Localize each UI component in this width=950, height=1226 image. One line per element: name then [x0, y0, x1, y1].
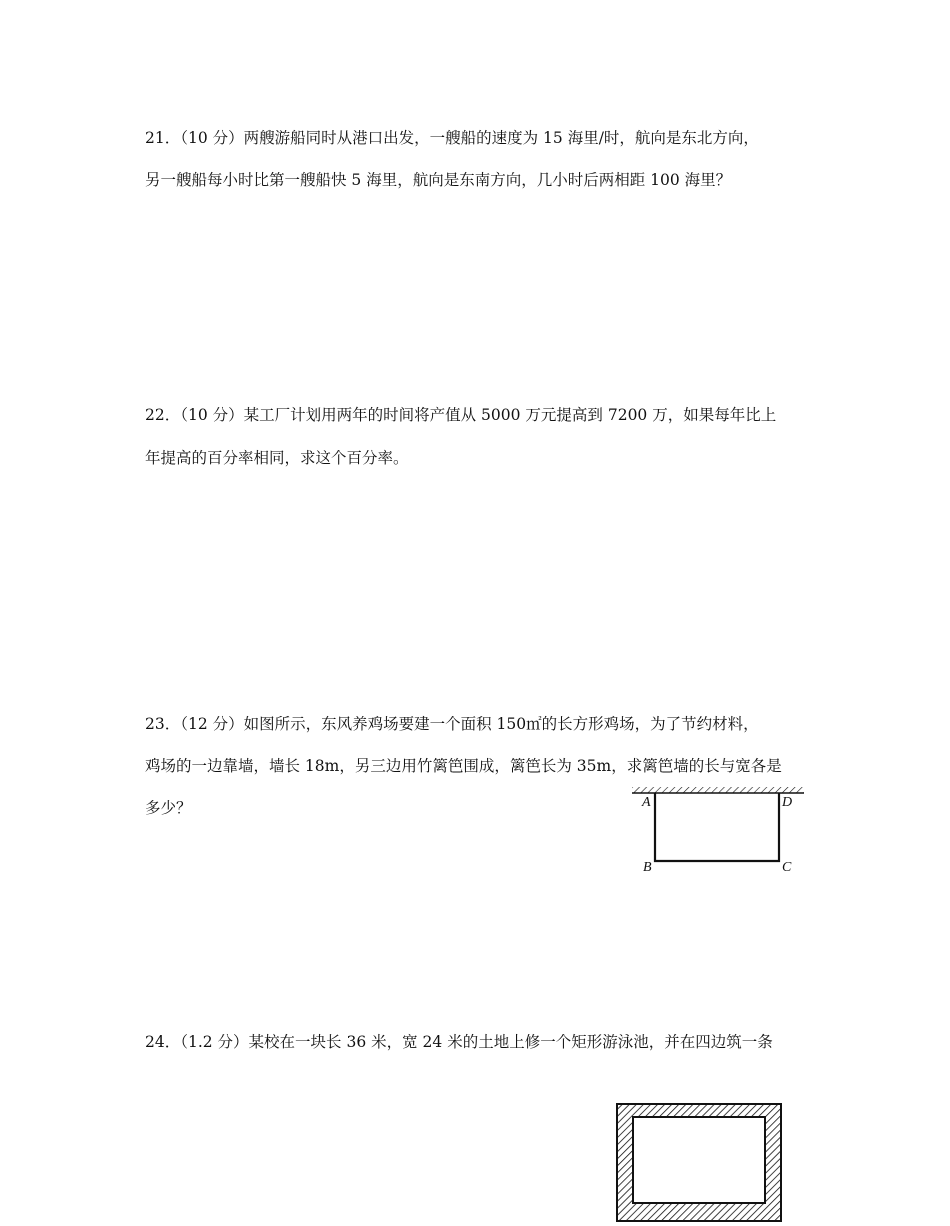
label-b: B: [643, 860, 652, 875]
problem-21-line-2: 另一艘船每小时比第一艘船快 5 海里，航向是东南方向，几小时后两相距 100 海里？: [145, 171, 732, 189]
label-c: C: [782, 860, 792, 875]
chicken-farm-figure: [628, 784, 808, 883]
pool-figure: [616, 1103, 784, 1226]
problem-23-line-2: 鸡场的一边靠墙，墙长 18m，另三边用竹篱笆围成，篱笆长为 35m，求篱笆墙的长与宽各是: [145, 757, 782, 775]
problem-23-line-3: 多少？: [145, 799, 192, 817]
problem-23-line-1: 23．（12 分）如图所示，东风养鸡场要建一个面积 150㎡的长方形鸡场，为了节约材料，: [145, 715, 759, 733]
fence-outline: [655, 793, 779, 861]
label-d: D: [782, 795, 793, 810]
wall-hatching: [632, 787, 804, 793]
pool-inner: [633, 1117, 765, 1203]
problem-21-line-1: 21．（10 分）两艘游船同时从港口出发，一艘船的速度为 15 海里/时，航向是东北方向，: [145, 129, 759, 147]
problem-22-line-2: 年提高的百分率相同，求这个百分率。: [145, 449, 409, 467]
label-a: A: [642, 795, 651, 810]
problem-24-line-1: 24．（1.2 分）某校在一块长 36 米，宽 24 米的土地上修一个矩形游泳池，并在四边筑一条: [145, 1033, 773, 1051]
problem-22-line-1: 22．（10 分）某工厂计划用两年的时间将产值从 5000 万元提高到 7200 万，如果每年比上: [145, 406, 777, 424]
